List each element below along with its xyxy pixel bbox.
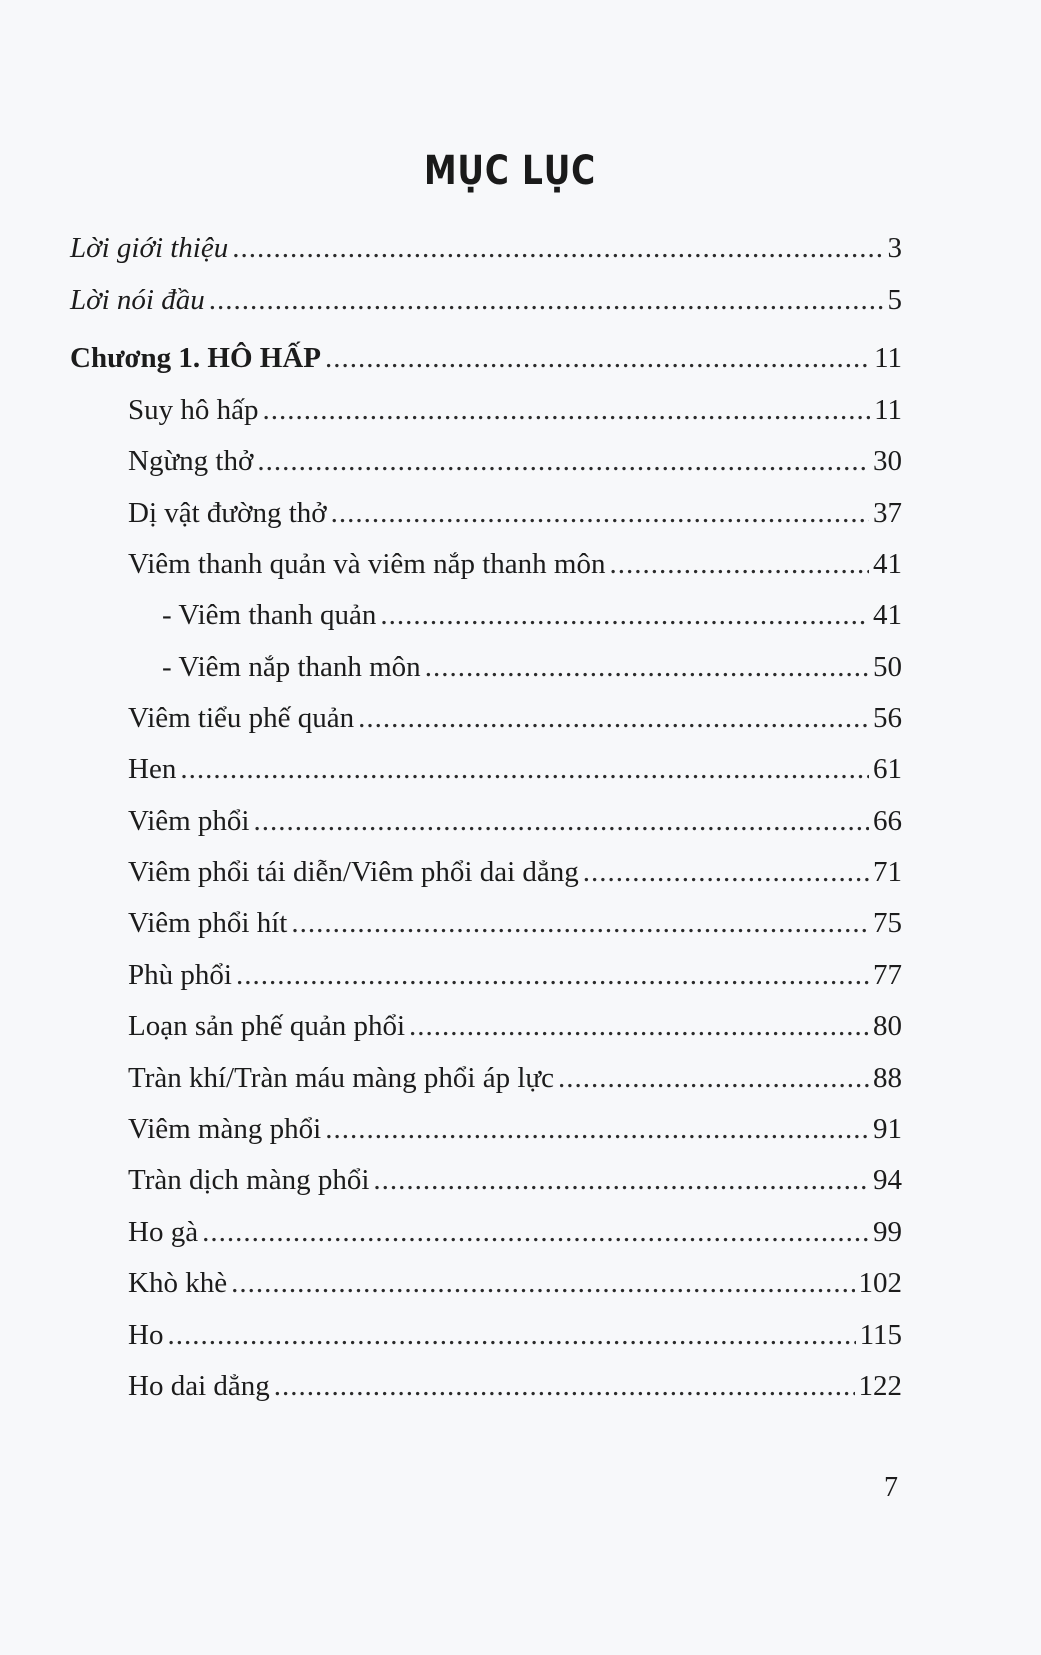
toc-entry-page: 61 xyxy=(873,753,902,785)
toc-entry-label: Phù phổi xyxy=(128,959,232,991)
toc-entry xyxy=(128,1157,902,1197)
dot-leader xyxy=(373,1163,869,1197)
toc-entry xyxy=(70,277,902,317)
toc-entry xyxy=(128,1055,902,1095)
toc-entry-page: 71 xyxy=(873,856,902,888)
toc-entry xyxy=(128,746,902,786)
toc-entry-label: Viêm phổi xyxy=(128,805,250,837)
toc-entry xyxy=(128,438,902,478)
toc-entry-label: Hen xyxy=(128,753,177,785)
toc-entry-label: Viêm thanh quản và viêm nắp thanh môn xyxy=(128,548,606,580)
toc-entry-label: Viêm phổi hít xyxy=(128,907,288,939)
toc-entry-label: Loạn sản phế quản phổi xyxy=(128,1010,406,1042)
toc-entry-page: 80 xyxy=(873,1010,902,1042)
toc-entry-page: 115 xyxy=(859,1319,902,1351)
toc-entry xyxy=(162,592,902,632)
toc-entry-page: 41 xyxy=(873,599,902,631)
dot-leader xyxy=(409,1009,869,1043)
toc-entry-label: - Viêm nắp thanh môn xyxy=(162,651,421,683)
dot-leader xyxy=(209,283,884,317)
toc-entry-label: Ngừng thở xyxy=(128,445,254,477)
dot-leader xyxy=(291,906,869,940)
dot-leader xyxy=(202,1215,869,1249)
toc-entry xyxy=(128,1209,902,1249)
dot-leader xyxy=(167,1318,855,1352)
toc-entry-label: Tràn khí/Tràn máu màng phổi áp lực xyxy=(128,1062,554,1094)
toc-entry-page: 37 xyxy=(873,497,902,529)
toc-entry xyxy=(70,335,902,375)
toc-entry xyxy=(128,900,902,940)
toc-entry-label: Tràn dịch màng phổi xyxy=(128,1164,370,1196)
toc-entry xyxy=(128,849,902,889)
toc-entry-page: 66 xyxy=(873,805,902,837)
toc-entry-label: Ho dai dẳng xyxy=(128,1370,270,1402)
toc-entry xyxy=(128,541,902,581)
toc-entry xyxy=(128,387,902,427)
toc-entry xyxy=(128,1312,902,1352)
toc-entry xyxy=(128,798,902,838)
dot-leader xyxy=(380,598,869,632)
dot-leader xyxy=(331,496,869,530)
dot-leader xyxy=(180,752,869,786)
dot-leader xyxy=(325,1112,869,1146)
page-number: 7 xyxy=(884,1472,898,1503)
toc-entry-label: Ho gà xyxy=(128,1216,199,1248)
toc-entry-page: 41 xyxy=(873,548,902,580)
toc-entry-label: Dị vật đường thở xyxy=(128,497,327,529)
toc-entry-page: 3 xyxy=(887,232,902,264)
dot-leader xyxy=(609,547,869,581)
dot-leader xyxy=(231,1266,854,1300)
dot-leader xyxy=(232,231,883,265)
toc-entry-page: 122 xyxy=(858,1370,902,1402)
toc-entry-label: Viêm phổi tái diễn/Viêm phổi dai dẳng xyxy=(128,856,579,888)
toc-entry-page: 77 xyxy=(873,959,902,991)
dot-leader xyxy=(358,701,869,735)
dot-leader xyxy=(425,650,869,684)
toc-entry-label: Khò khè xyxy=(128,1267,228,1299)
toc-entry-label: Ho xyxy=(128,1319,164,1351)
toc-entry-label: Lời giới thiệu xyxy=(70,232,229,264)
toc-entry xyxy=(128,1260,902,1300)
toc-entry-label: Viêm màng phổi xyxy=(128,1113,322,1145)
toc-title: MỤC LỤC xyxy=(423,148,597,194)
dot-leader xyxy=(236,958,869,992)
toc-entry-page: 30 xyxy=(873,445,902,477)
toc-entry-label: Chương 1. HÔ HẤP xyxy=(70,342,321,374)
dot-leader xyxy=(274,1369,855,1403)
toc-entry-page: 94 xyxy=(873,1164,902,1196)
dot-leader xyxy=(325,341,870,375)
toc-entry xyxy=(128,952,902,992)
toc-entry-label: Suy hô hấp xyxy=(128,394,259,426)
toc-entry xyxy=(70,225,902,265)
toc-entry-page: 56 xyxy=(873,702,902,734)
dot-leader xyxy=(254,804,870,838)
toc-entry xyxy=(128,490,902,530)
dot-leader xyxy=(558,1061,869,1095)
toc-entry-page: 91 xyxy=(873,1113,902,1145)
dot-leader xyxy=(263,393,871,427)
dot-leader xyxy=(257,444,869,478)
toc-entry-page: 11 xyxy=(874,394,902,426)
toc-entry xyxy=(162,644,902,684)
dot-leader xyxy=(583,855,869,889)
toc-entry-label: - Viêm thanh quản xyxy=(162,599,377,631)
toc-entry-page: 5 xyxy=(887,284,902,316)
toc-entry xyxy=(128,1003,902,1043)
toc-entry-page: 11 xyxy=(874,342,902,374)
toc-entry xyxy=(128,1106,902,1146)
toc-entry-page: 102 xyxy=(858,1267,902,1299)
toc-entry-label: Viêm tiểu phế quản xyxy=(128,702,355,734)
toc-entry-label: Lời nói đầu xyxy=(70,284,205,316)
toc-entry-page: 88 xyxy=(873,1062,902,1094)
toc-entry-page: 75 xyxy=(873,907,902,939)
toc-entry-page: 99 xyxy=(873,1216,902,1248)
toc-entry xyxy=(128,695,902,735)
toc-entry-page: 50 xyxy=(873,651,902,683)
toc-entry xyxy=(128,1363,902,1403)
